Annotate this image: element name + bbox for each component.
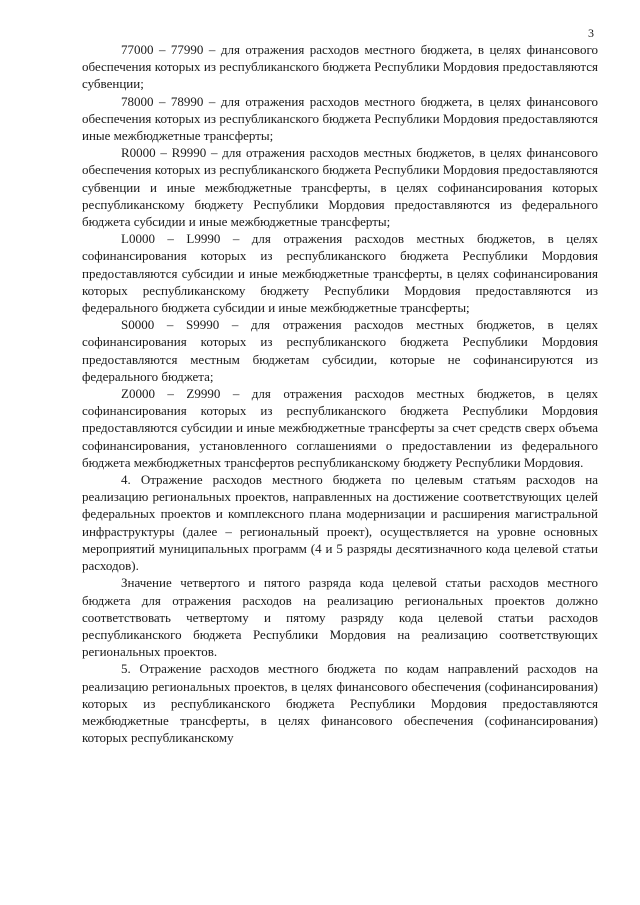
paragraph-r0000-r9990: R0000 – R9990 – для отражения расходов местных бюджетов, в целях финансового обеспечения которых из республиканского бюджета Республики Мордовия предоставляются субвенции и иные межбюджетные трансферты, в целях софинансирования которых республиканскому бюджету Республики Мордовия предоставляются из федерального бюджета субсидии и иные межбюджетные трансферты; xyxy=(82,145,598,230)
document-body xyxy=(82,41,598,746)
paragraph-s0000-s9990: S0000 – S9990 – для отражения расходов местных бюджетов, в целях софинансирования которых из республиканского бюджета Республики Мордовия предоставляются местным бюджетам субсидии, которые не софинансируются из федерального бюджета; xyxy=(82,317,598,384)
page-number: 3 xyxy=(588,26,594,40)
paragraph-78000-78990: 78000 – 78990 – для отражения расходов местного бюджета, в целях финансового обеспечения которых из республиканского бюджета Республики Мордовия предоставляются иные межбюджетные трансферты; xyxy=(82,93,598,144)
paragraph-section-4-value: Значение четвертого и пятого разряда кода целевой статьи расходов местного бюджета для отражения расходов на реализацию региональных проектов должно соответствовать четвертому и пятому разряду кода целевой статьи расходов республиканского бюджета Республики Мордовия на реализацию соответствующих региональных проектов. xyxy=(82,575,598,660)
paragraph-section-4: 4. Отражение расходов местного бюджета по целевым статьям расходов на реализацию региональных проектов, направленных на достижение соответствующих целей федеральных проектов и комплексного плана модернизации и расширения магистральной инфраструктуры (далее – региональный проект), осуществляется на уровне основных мероприятий муниципальных программ (4 и 5 разряды десятизначного кода целевой статьи расходов). xyxy=(82,472,598,574)
paragraph-z0000-z9990: Z0000 – Z9990 – для отражения расходов местных бюджетов, в целях софинансирования которых из республиканского бюджета Республики Мордовия предоставляются субсидии и иные межбюджетные трансферты за счет средств сверх объема софинансирования, установленного соглашениями о предоставлении из федерального бюджета межбюджетных трансфертов республиканскому бюджету Республики Мордовия. xyxy=(82,386,598,470)
paragraph-section-5: 5. Отражение расходов местного бюджета по кодам направлений расходов на реализацию региональных проектов, в целях финансового обеспечения (софинансирования) которых из республиканского бюджета Республики Мордовия предоставляются межбюджетные трансферты, в целях финансового обеспечения (софинансирования) которых республиканскому xyxy=(82,661,598,746)
paragraph-l0000-l9990: L0000 – L9990 – для отражения расходов местных бюджетов, в целях софинансирования которых из республиканского бюджета Республики Мордовия предоставляются субсидии и иные межбюджетные трансферты, в целях софинансирования которых республиканскому бюджету Республики Мордовия предоставляются из федерального бюджета субсидии и иные межбюджетные трансферты; xyxy=(82,231,598,316)
paragraph-77000-77990: 77000 – 77990 – для отражения расходов местного бюджета, в целях финансового обеспечения которых из республиканского бюджета Республики Мордовия предоставляются субвенции; xyxy=(82,42,598,92)
